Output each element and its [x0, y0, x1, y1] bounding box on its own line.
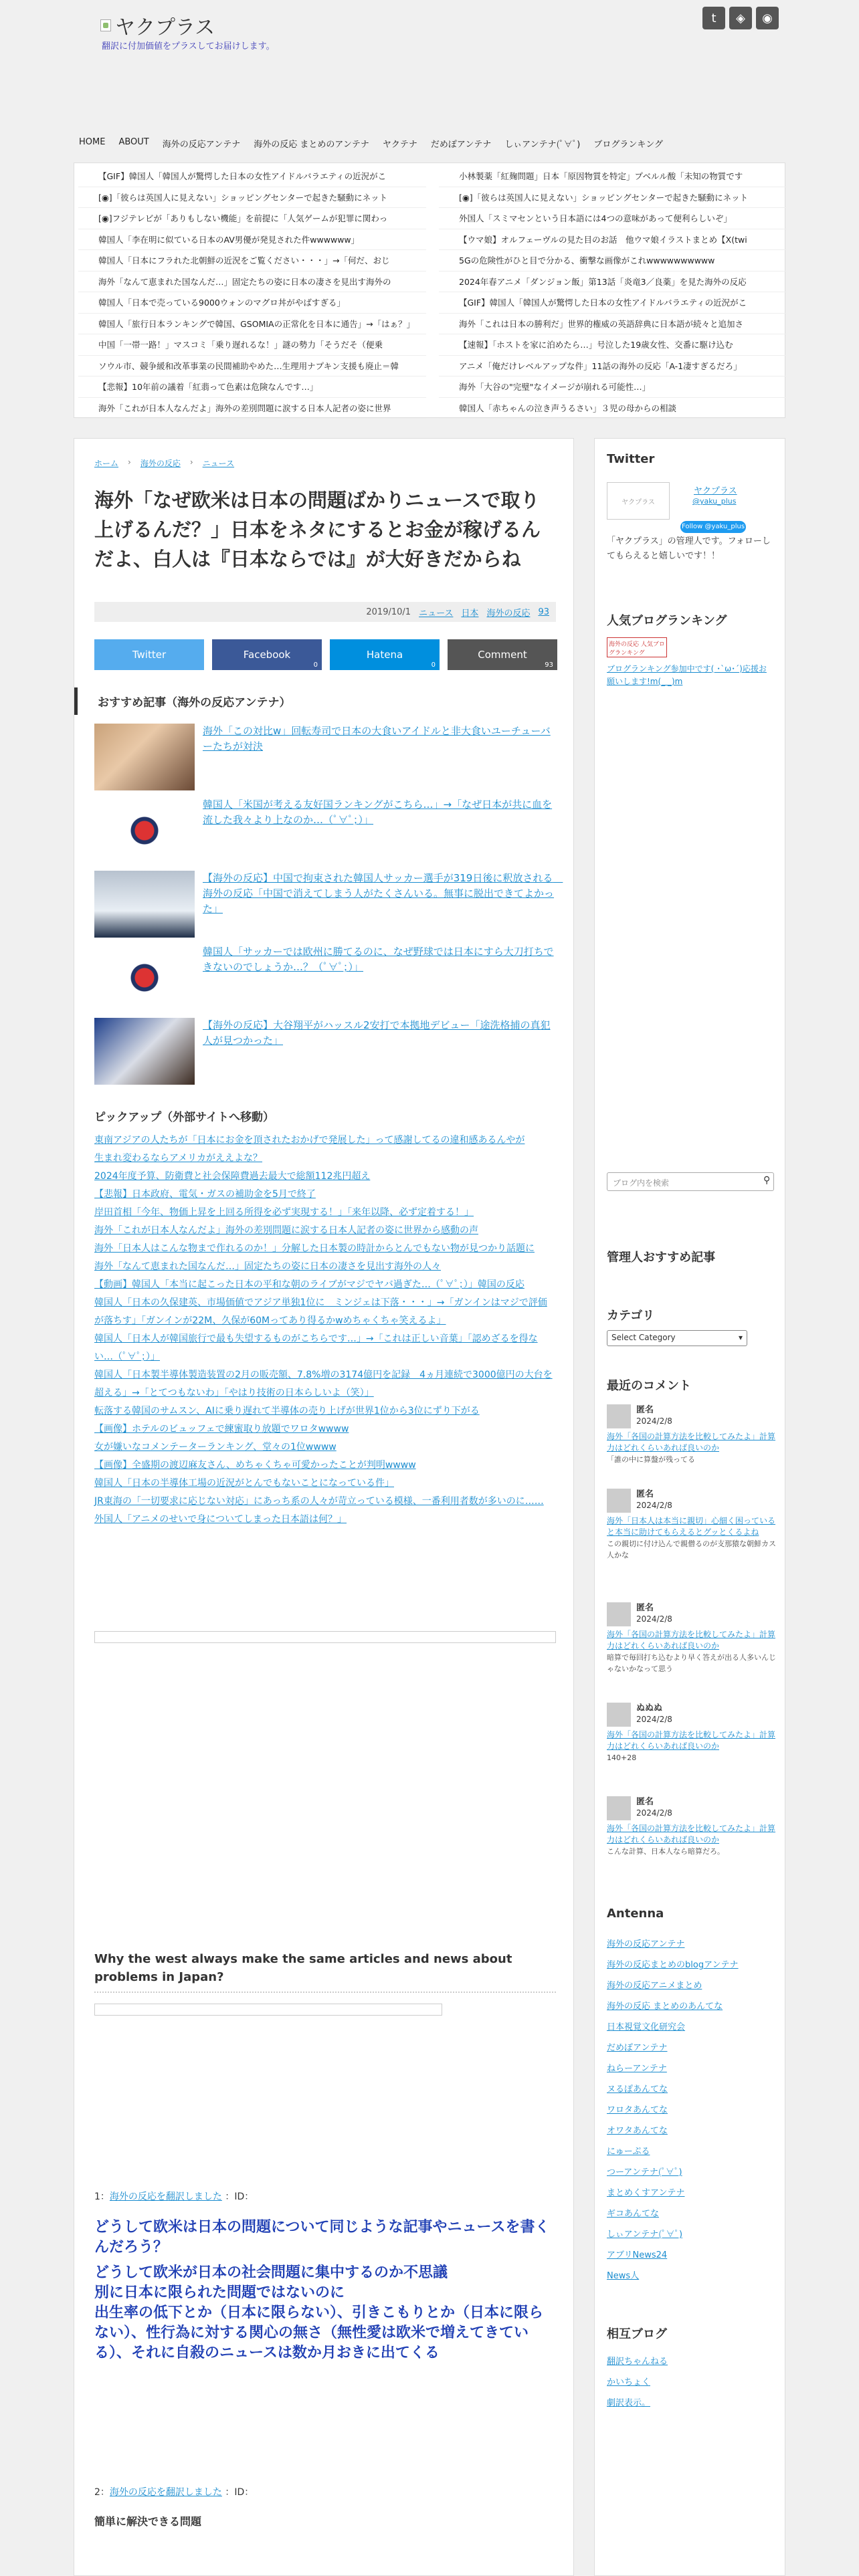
pickup-link[interactable]: 岸田首相「今年、物価上昇を上回る所得を必ず実現する！」「来年以降、必ず定着する！」: [94, 1207, 474, 1218]
sidebar: [594, 438, 785, 2576]
avatar[interactable]: ヤクプラス: [607, 482, 670, 520]
social-icons: [702, 7, 779, 29]
antenna-link[interactable]: 2024年春アニメ「ダンジョン飯」第13話「炎竜3／良薬」を見た海外の反応: [439, 272, 787, 293]
pickup-link[interactable]: 韓国人「日本製半導体製造装置の2月の販売額、7.8%増の3174億円を記録 4ヵ月連続で3000億円の大台を超える」→「とてつもないわ」「やはり技術の日本らしいよ（笑）」: [94, 1370, 553, 1398]
avatar: [607, 1404, 631, 1428]
comment-id-label: ID：: [234, 2487, 254, 2498]
main-nav: [79, 137, 663, 150]
antenna-link[interactable]: [◉]「彼らは英国人に見えない」ショッピングセンターで起きた騒動にネット: [439, 187, 787, 209]
pickup-link[interactable]: 韓国人「日本人が韓国旅行で最も失望するものがこちらです…」→「これは正しい音葉」「認めざるを得ない…（ﾟ∀ﾟ；）」: [94, 1333, 538, 1362]
mutual-blog-link[interactable]: 翻訳ちゃんねる: [607, 2357, 668, 2367]
antenna-box: [74, 163, 785, 418]
twitter-heading: Twitter: [607, 452, 655, 466]
pickup-link[interactable]: 海外「なんて恵まれた国なんだ…」固定たちの姿に日本の凄さを見出す海外の人々: [94, 1261, 441, 1272]
post-date: 2019/10/1: [366, 607, 411, 617]
comment-body: どうして欧米が日本の社会問題に集中するのか不思議 別に日本に限られた問題ではないのに 出生率の低下とか（日本に限らない）、引きこもりとか（日本に限らない）、性行為に対する関心の無さ（無性愛は欧米で増えてきている）、それに自殺のニュースは数か月おきに出てくる: [94, 2264, 544, 2361]
comment-date: 2024/2/8: [636, 1501, 672, 1510]
divider: [94, 1992, 556, 1993]
recommended-item[interactable]: [94, 718, 556, 792]
main-content: [74, 438, 574, 2576]
antenna-link[interactable]: 【GIF】韓国人「韓国人が驚愕した日本の女性アイドルバラエティの近況がこ: [439, 292, 787, 314]
comment-source-link[interactable]: 海外の反応を翻訳しました: [109, 2487, 222, 2498]
share-buttons: [94, 639, 557, 670]
comment-author: 匿名: [636, 1603, 654, 1613]
nav-item-about[interactable]: ABOUT: [118, 137, 149, 147]
antenna-site-link[interactable]: News人: [607, 2271, 640, 2281]
antenna-site-link[interactable]: 海外の反応 まとめのあんてな: [607, 2002, 723, 2012]
antenna-link[interactable]: 韓国人「赤ちゃんの泣き声うるさい」３児の母からの相談: [439, 398, 787, 419]
comment-header: 1：海外の反応を翻訳しました ：ID：: [94, 2191, 254, 2202]
comment-body: 簡単に解決できる問題: [94, 2515, 202, 2528]
twitter-widget: [607, 482, 774, 561]
nav-item-damepo[interactable]: だめぽアンテナ: [430, 140, 492, 150]
antenna-column-left: [78, 166, 426, 419]
mutual-blog-heading: 相互ブログ: [607, 2327, 667, 2341]
comment-date: 2024/2/8: [636, 1808, 672, 1818]
mutual-blog-links: [607, 2351, 668, 2413]
antenna-link[interactable]: 中国「一帯一路！」マスコミ「乗り遅れるな！」謎の勢力「そうだそ（便乗: [78, 334, 426, 356]
comment-date: 2024/2/8: [636, 1416, 672, 1426]
avatar: [607, 1796, 631, 1820]
breadcrumb-subcategory[interactable]: ニュース: [202, 459, 235, 468]
recommended-item[interactable]: [94, 1012, 556, 1086]
mutual-blog-link[interactable]: かいちょく: [607, 2377, 651, 2387]
nav-item-ranking[interactable]: ブログランキング: [593, 140, 663, 150]
pickup-list: [94, 1132, 556, 1529]
avatar: [607, 1489, 631, 1513]
thumbnail[interactable]: [94, 724, 195, 790]
antenna-site-link[interactable]: ヌるぽあんてな: [607, 2084, 668, 2095]
search-icon[interactable]: ⚲: [763, 1175, 771, 1186]
comment-author: ぬぬぬ: [636, 1703, 663, 1713]
pickup-link[interactable]: 海外「日本人はこんな物まで作れるのか！」分解した日本製の時計からとんでもない物が見つかり話題に: [94, 1243, 535, 1254]
nav-item-matome-antenna[interactable]: 海外の反応 まとめのアンテナ: [254, 140, 369, 150]
avatar: [607, 1703, 631, 1727]
ranking-banner[interactable]: 海外の反応 人気ブログランキング: [607, 637, 667, 657]
comment-source-link[interactable]: 海外の反応を翻訳しました: [109, 2191, 222, 2202]
comment-author: 匿名: [636, 1797, 654, 1807]
comment-body: どうして欧米は日本の問題について同じような記事やニュースを書くんだろう？: [94, 2219, 550, 2256]
recommended-link[interactable]: 【海外の反応】中国で拘束された韓国人サッカー選手が319日後に釈放される 海外の反応「中国で消えてしまう人がたくさんいる。無事に脱出できてよかった」: [203, 872, 563, 915]
antenna-site-link[interactable]: まとめくすアンテナ: [607, 2188, 685, 2198]
antenna-link[interactable]: 海外「大谷の"完璧"なイメージが崩れる可能性…」: [439, 377, 787, 398]
nav-item-yakutena[interactable]: ヤクテナ: [382, 140, 417, 150]
antenna-site-link[interactable]: 日本視覚文化研究会: [607, 2022, 686, 2032]
antenna-link[interactable]: 外国人「スミマセンという日本語には4つの意味があって便利らしいぞ」: [439, 208, 787, 229]
nav-item-shii[interactable]: しぃアンテナ(ﾟ∀ﾟ): [504, 140, 581, 150]
antenna-site-link[interactable]: ワロタあんてな: [607, 2105, 668, 2115]
recent-comment: [607, 1489, 781, 1561]
rss-icon[interactable]: ◉: [756, 7, 779, 29]
antenna-site-link[interactable]: オワタあんてな: [607, 2126, 668, 2136]
pickup-heading: ピックアップ（外部サイトへ移動）: [94, 1111, 274, 1124]
antenna-site-link[interactable]: 海外の反応まとめのblogアンテナ: [607, 1960, 739, 1970]
search-input[interactable]: ブログ内を検索: [607, 1172, 774, 1191]
pickup-link[interactable]: 2024年度予算、防衛費と社会保障費過去最大で総額112兆円超え: [94, 1171, 371, 1182]
recent-comments-heading: 最近のコメント: [607, 1379, 691, 1393]
pickup-link[interactable]: 女が嫌いなコメンテーターランキング、堂々の1位wwww: [94, 1442, 337, 1453]
recommended-item[interactable]: [94, 865, 563, 939]
comment-excerpt: こんな計算、日本人なら暗算だろ。: [607, 1847, 725, 1856]
category-select[interactable]: Select Category ▾: [607, 1330, 747, 1346]
pickup-link[interactable]: 海外「これが日本人なんだよ」海外の差別問題に涙する日本人記者の姿に世界から感動の声: [94, 1225, 478, 1236]
antenna-link[interactable]: 【速報】「ホストを家に泊めたら…」号泣した19歳女性、交番に駆け込む: [439, 334, 787, 356]
antenna-link[interactable]: [◉]「彼らは英国人に見えない」ショッピングセンターで起きた騒動にネット: [78, 187, 426, 209]
pickup-link[interactable]: 【動画】韓国人「本当に起こった日本の平和な朝のライブがマジでヤバ過ぎた…（ﾟ∀ﾟ；）」韓国の反応: [94, 1279, 524, 1290]
avatar: [607, 1602, 631, 1626]
antenna-column-right: [439, 166, 787, 419]
mutual-blog-link[interactable]: 劇訳表示。: [607, 2398, 651, 2408]
hatena-share-button[interactable]: Hatena 0: [330, 639, 440, 670]
comment-header: 2：海外の反応を翻訳しました ：ID：: [94, 2487, 254, 2498]
twitter-share-button[interactable]: Twitter: [94, 639, 204, 670]
twitter-follow-button[interactable]: Follow @yaku_plus: [680, 521, 746, 533]
thumbnail[interactable]: [94, 1018, 195, 1085]
comment-excerpt: この親切に付け込んで親僧るのが支那猿な朝鮮カス人かな: [607, 1539, 776, 1560]
comment-share-button[interactable]: Comment 93: [448, 639, 557, 670]
recent-comment: [607, 1703, 781, 1763]
ranking-link[interactable]: ブログランキング参加中です( ･`ω･´)応援お願いします!m(_ _)m: [607, 664, 767, 686]
recommended-list: [94, 718, 563, 1086]
pickup-link[interactable]: 【画像】ホテルのビュッフェで練蜜取り放題でワロタwwww: [94, 1424, 349, 1434]
chevron-down-icon: ▾: [738, 1333, 743, 1342]
feedly-icon[interactable]: ◈: [729, 7, 752, 29]
antenna-site-link[interactable]: しぃアンテナ(ﾟ∀ﾟ): [607, 2230, 683, 2240]
post-meta: [94, 602, 556, 622]
comment-post-link[interactable]: 海外「各国の計算方法を比較してみたよ」計算力はどれくらいあれば良いのか: [607, 1730, 776, 1751]
nav-item-antenna[interactable]: 海外の反応アンテナ: [162, 140, 241, 150]
antenna-site-link[interactable]: 海外の反応アンテナ: [607, 1939, 685, 1949]
comment-date: 2024/2/8: [636, 1715, 672, 1724]
comment-excerpt: 140+28: [607, 1753, 637, 1762]
site-title[interactable]: ヤクプラス: [115, 16, 215, 39]
antenna-link[interactable]: 韓国人「日本で売っている9000ウォンのマグロ丼がやばすぎる」: [78, 292, 426, 314]
header: [0, 0, 859, 130]
comment-post-link[interactable]: 海外「日本人は本当に親切」心細く困っていると本当に助けてもらえるとグッとくるよね: [607, 1516, 776, 1537]
thumbnail[interactable]: [94, 797, 195, 864]
breadcrumb-category[interactable]: 海外の反応: [140, 459, 181, 468]
comment-date: 2024/2/8: [636, 1614, 672, 1624]
pickup-link[interactable]: 転落する韓国のサムスン、AIに乗り遅れて半導体の売り上げが世界1位から3位にずり下がる: [94, 1406, 480, 1416]
antenna-link[interactable]: 韓国人「旅行日本ランキングで韓国、GSOMIAの正常化を日本に通告」→「はぁ？」: [78, 314, 426, 335]
comment-post-link[interactable]: 海外「各国の計算方法を比較してみたよ」計算力はどれくらいあれば良いのか: [607, 1824, 776, 1844]
ranking-heading: 人気ブログランキング: [607, 614, 727, 628]
category-heading: カテゴリ: [607, 1309, 655, 1323]
tag-link[interactable]: 日本: [461, 608, 479, 619]
antenna-link[interactable]: 海外「なんて恵まれた国なんだ…」固定たちの姿に日本の凄さを見出す海外の: [78, 272, 426, 293]
antenna-link[interactable]: 5Gの危険性がひと目で分かる、衝撃な画像がこれwwwwwwwwww: [439, 250, 787, 272]
source-title: Why the west always make the same articles and news about problems in Japan?: [94, 1952, 512, 1984]
thumbnail[interactable]: [94, 871, 195, 938]
antenna-link[interactable]: アニメ「俺だけレベルアップな件」11話の海外の反応「A-1凄すぎるだろ」: [439, 356, 787, 377]
recommended-link[interactable]: 韓国人「サッカーでは欧州に勝てるのに、なぜ野球では日本にすら大刀打ちできないのでしょうか…？（ﾟ∀ﾟ；）」: [203, 946, 554, 973]
antenna-links: [607, 1934, 739, 2286]
ad-placeholder[interactable]: [94, 2004, 442, 2016]
antenna-site-link[interactable]: ねらーアンテナ: [607, 2064, 667, 2074]
antenna-site-link[interactable]: 海外の反応アニメまとめ: [607, 1981, 702, 1991]
comment-post-link[interactable]: 海外「各国の計算方法を比較してみたよ」計算力はどれくらいあれば良いのか: [607, 1432, 776, 1453]
logo-image-icon: [100, 19, 111, 31]
breadcrumb-separator: ›: [128, 457, 131, 467]
recommended-link[interactable]: 海外「この対比w」回転寿司で日本の大食いアイドルと非大食いユーチューバーたちが対決: [203, 725, 551, 752]
antenna-link[interactable]: ソウル市、競争緩和改革事業の民間補助やめた…生理用ナプキン支援も廃止＝韓: [78, 356, 426, 377]
antenna-site-link[interactable]: にゅーぷる: [607, 2147, 650, 2157]
antenna-site-link[interactable]: つーアンテナ(ﾟ∀ﾟ): [607, 2167, 682, 2177]
comment-author: 匿名: [636, 1489, 654, 1499]
recent-comment: [607, 1796, 781, 1857]
post-title: 海外「なぜ欧米は日本の問題ばかりニュースで取り上げるんだ？」日本をネタにするとお金が稼げるんだよ、白人は『日本ならでは』が大好きだからね: [94, 489, 541, 570]
twitter-icon[interactable]: t: [702, 7, 725, 29]
site-tagline: 翻訳に付加価値をプラスしてお届けします。: [102, 41, 275, 51]
recommended-link[interactable]: 【海外の反応】大谷翔平がハッスル2安打で本拠地デビュー「途洗格捕の真犯人が見つかった」: [203, 1019, 551, 1047]
pickup-link[interactable]: JR東海の「一切要求に応じない対応」にあっち系の人々が苛立っている模様、一番利用者数が多いのに……: [94, 1496, 544, 1507]
breadcrumb-home[interactable]: ホーム: [94, 459, 119, 468]
pickup-link[interactable]: 【悲報】日本政府、電気・ガスの補助金を5月で終了: [94, 1189, 316, 1200]
thumbnail[interactable]: [94, 944, 195, 1011]
comment-number: 2: [94, 2487, 100, 2498]
antenna-link[interactable]: 韓国人「日本にフラれた北朝鮮の近況をご覧ください・・・」→「何だ、おじ: [78, 250, 426, 272]
comment-excerpt: 「誰の中に算盤が残ってる: [607, 1455, 695, 1464]
breadcrumb: [94, 457, 234, 469]
comment-id-label: ID：: [234, 2191, 254, 2202]
twitter-handle[interactable]: @yaku_plus: [692, 497, 737, 506]
pickup-link[interactable]: 韓国人「日本の半導体工場の近況がとんでもないことになっている件」: [94, 1478, 394, 1489]
recommended-link[interactable]: 韓国人「米国が考える友好国ランキングがこちら…」→「なぜ日本が共に血を流した我々より上なのか…（ﾟ∀ﾟ；）」: [203, 798, 553, 826]
antenna-link[interactable]: 【悲報】10年前の議着「紅翡って色素は危険なんです…」: [78, 377, 426, 398]
tag-link[interactable]: ニュース: [419, 608, 454, 619]
pickup-link[interactable]: 外国人「アニメのせいで身についてしまった日本語は何？」: [94, 1514, 347, 1525]
antenna-link[interactable]: 【GIF】韓国人「韓国人が驚愕した日本の女性アイドルバラエティの近況がこ: [78, 166, 426, 187]
twitter-name[interactable]: ヤクプラス: [694, 486, 737, 496]
antenna-site-link[interactable]: だめぽアンテナ: [607, 2043, 668, 2053]
recommended-item[interactable]: [94, 792, 556, 865]
comment-author: 匿名: [636, 1405, 654, 1415]
pickup-link[interactable]: 【画像】全盛期の渡辺麻友さん、めちゃくちゃ可愛かったことが判明wwww: [94, 1460, 416, 1471]
nav-item-home[interactable]: HOME: [79, 137, 106, 147]
admin-heading: 管理人おすすめ記事: [607, 1251, 716, 1265]
antenna-link[interactable]: 小林製薬「紅麹問題」日本「原因物質を特定」プベルル酸「未知の物質です: [439, 166, 787, 187]
antenna-link[interactable]: 海外「これは日本の勝利だ」世界的権威の英語辞典に日本語が続々と追加さ: [439, 314, 787, 335]
site-logo[interactable]: [100, 11, 215, 40]
pickup-link[interactable]: 東南アジアの人たちが「日本にお金を頂されたおかげで発展した」って感謝してるの違和感あるんやが: [94, 1135, 525, 1146]
antenna-site-link[interactable]: ギコあんてな: [607, 2209, 660, 2219]
comment-excerpt: 暗算で毎回打ち込むより早く答えが出る人多いんじゃないかなって思う: [607, 1653, 776, 1673]
recommended-item[interactable]: [94, 939, 556, 1012]
recent-comment: [607, 1404, 781, 1465]
recommended-heading: おすすめ記事（海外の反応アンテナ）: [74, 687, 575, 715]
antenna-site-link[interactable]: アブリNews24: [607, 2250, 668, 2260]
twitter-bio: 「ヤクプラス」の管理人です。フォローしてもらえると嬉しいです！！: [607, 536, 771, 561]
comment-count-link[interactable]: 93: [538, 607, 549, 617]
pickup-link[interactable]: 韓国人「日本の久保建英、市場価値でアジア単独1位に ミンジェは下落・・・」→「ガンインはマジで評価が落ちす」「ガンインが22M、久保が60Mってあり得るかwめちゃくちゃ笑えるよ」: [94, 1297, 547, 1326]
ad-placeholder[interactable]: [94, 1631, 556, 1643]
antenna-link[interactable]: 韓国人「李在明に似ている日本のAV男優が発見された件wwwwww」: [78, 229, 426, 251]
breadcrumb-separator: ›: [189, 457, 193, 467]
comment-post-link[interactable]: 海外「各国の計算方法を比較してみたよ」計算力はどれくらいあれば良いのか: [607, 1630, 776, 1650]
recent-comment: [607, 1602, 781, 1675]
antenna-link[interactable]: 海外「これが日本人なんだよ」海外の差別問題に涙する日本人記者の姿に世界: [78, 398, 426, 419]
pickup-link[interactable]: 生まれ変わるならアメリカがええよな？: [94, 1153, 263, 1164]
antenna-link[interactable]: [◉]フジテレビが「ありもしない機能」を前提に「人気ゲームが犯罪に関わっ: [78, 208, 426, 229]
tag-link[interactable]: 海外の反応: [486, 608, 531, 619]
facebook-share-button[interactable]: Facebook 0: [212, 639, 322, 670]
antenna-heading: Antenna: [607, 1907, 664, 1921]
comment-number: 1: [94, 2191, 100, 2202]
antenna-link[interactable]: 【ウマ娘】オルフェーヴルの見た目のお話 他ウマ娘イラストまとめ【X(twi: [439, 229, 787, 251]
